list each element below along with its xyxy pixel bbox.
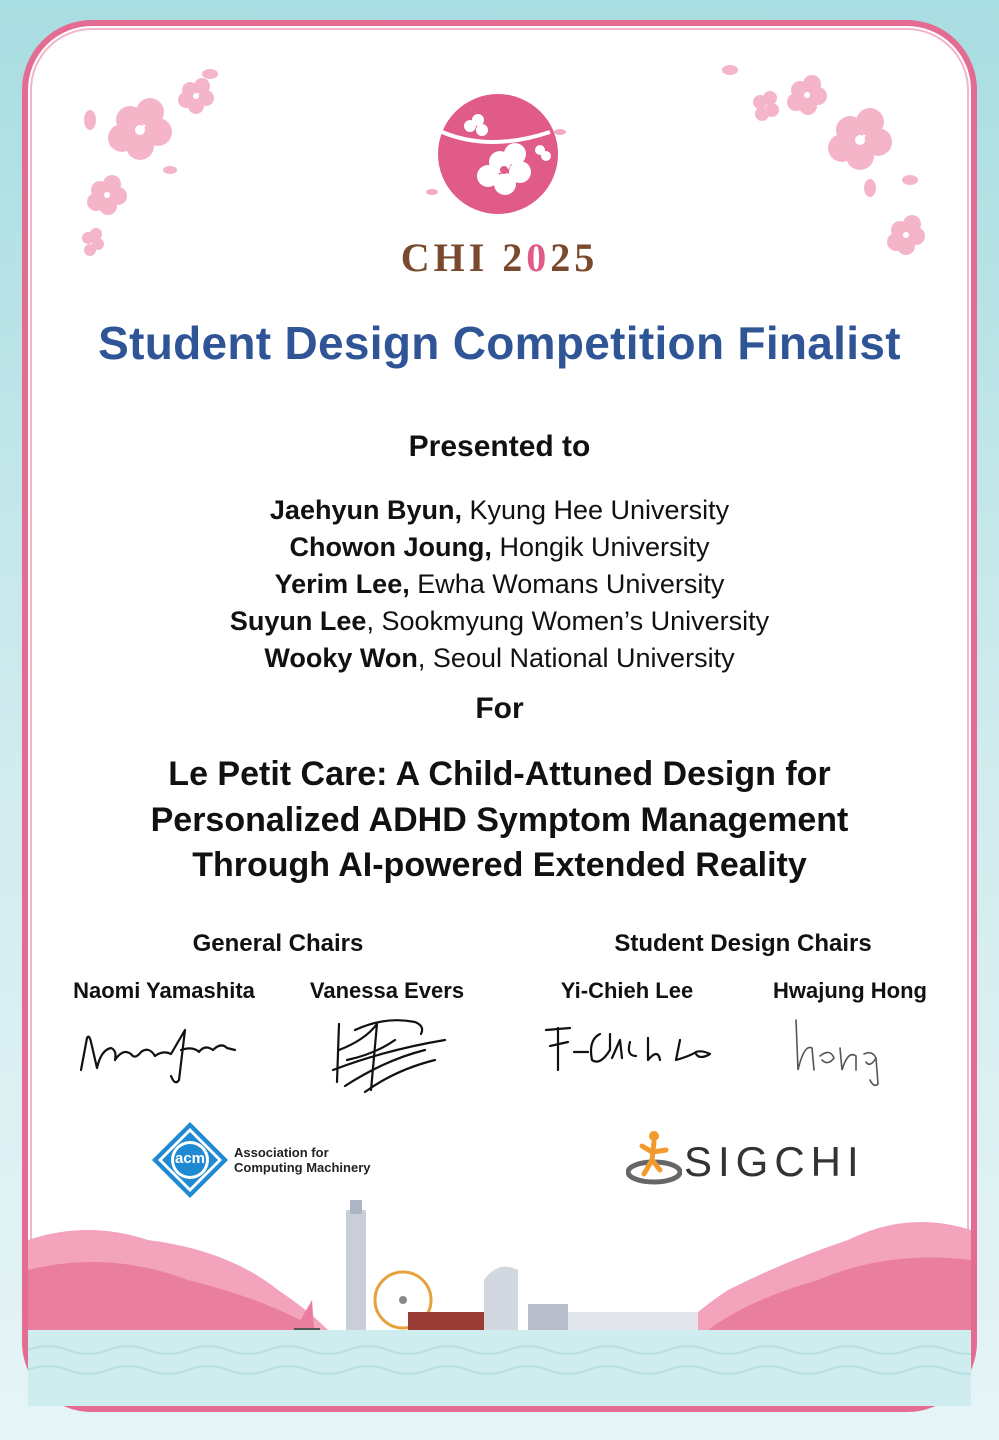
sigchi-wordmark: SIGCHI	[684, 1138, 865, 1185]
chair-name: Yi-Chieh Lee	[560, 978, 694, 1003]
chair-name: Vanessa Evers	[309, 978, 465, 1003]
sakura-logo-icon	[420, 92, 580, 222]
recipient-row: Wooky Won, Seoul National University	[264, 643, 735, 673]
recipient-row: Yerim Lee, Ewha Womans University	[274, 569, 725, 599]
signature	[75, 1020, 245, 1090]
presented-to-label: Presented to	[408, 430, 591, 463]
for-label: For	[475, 692, 524, 725]
recipient-row: Suyun Lee, Sookmyung Women’s University	[229, 606, 770, 636]
recipient-row: Chowon Joung, Hongik University	[289, 532, 710, 562]
signature	[325, 1010, 455, 1100]
recipient-list	[0, 492, 999, 677]
chair-name: Naomi Yamashita	[73, 978, 255, 1003]
general-chairs-heading: General Chairs	[192, 930, 364, 957]
cherry-blossom-icon	[720, 60, 940, 260]
recipient-row: Jaehyun Byun, Kyung Hee University	[269, 495, 730, 525]
skyline-icon	[28, 1200, 971, 1406]
award-title: Student Design Competition Finalist	[98, 317, 901, 369]
paper-title: Le Petit Care: A Child-Attuned Design for Personalized ADHD Symptom Management Through AI-powered Extended Reality	[150, 755, 849, 884]
conference-wordmark: CHI 2025	[400, 235, 599, 280]
acm-wordmark: Association for Computing Machinery	[234, 1145, 371, 1175]
acm-badge-text: acm	[174, 1150, 206, 1167]
signature	[540, 1020, 720, 1080]
chair-name: Hwajung Hong	[773, 978, 927, 1003]
student-design-chairs-heading: Student Design Chairs	[614, 930, 872, 957]
signature	[790, 1014, 910, 1090]
sigchi-logo-icon	[626, 1128, 682, 1190]
